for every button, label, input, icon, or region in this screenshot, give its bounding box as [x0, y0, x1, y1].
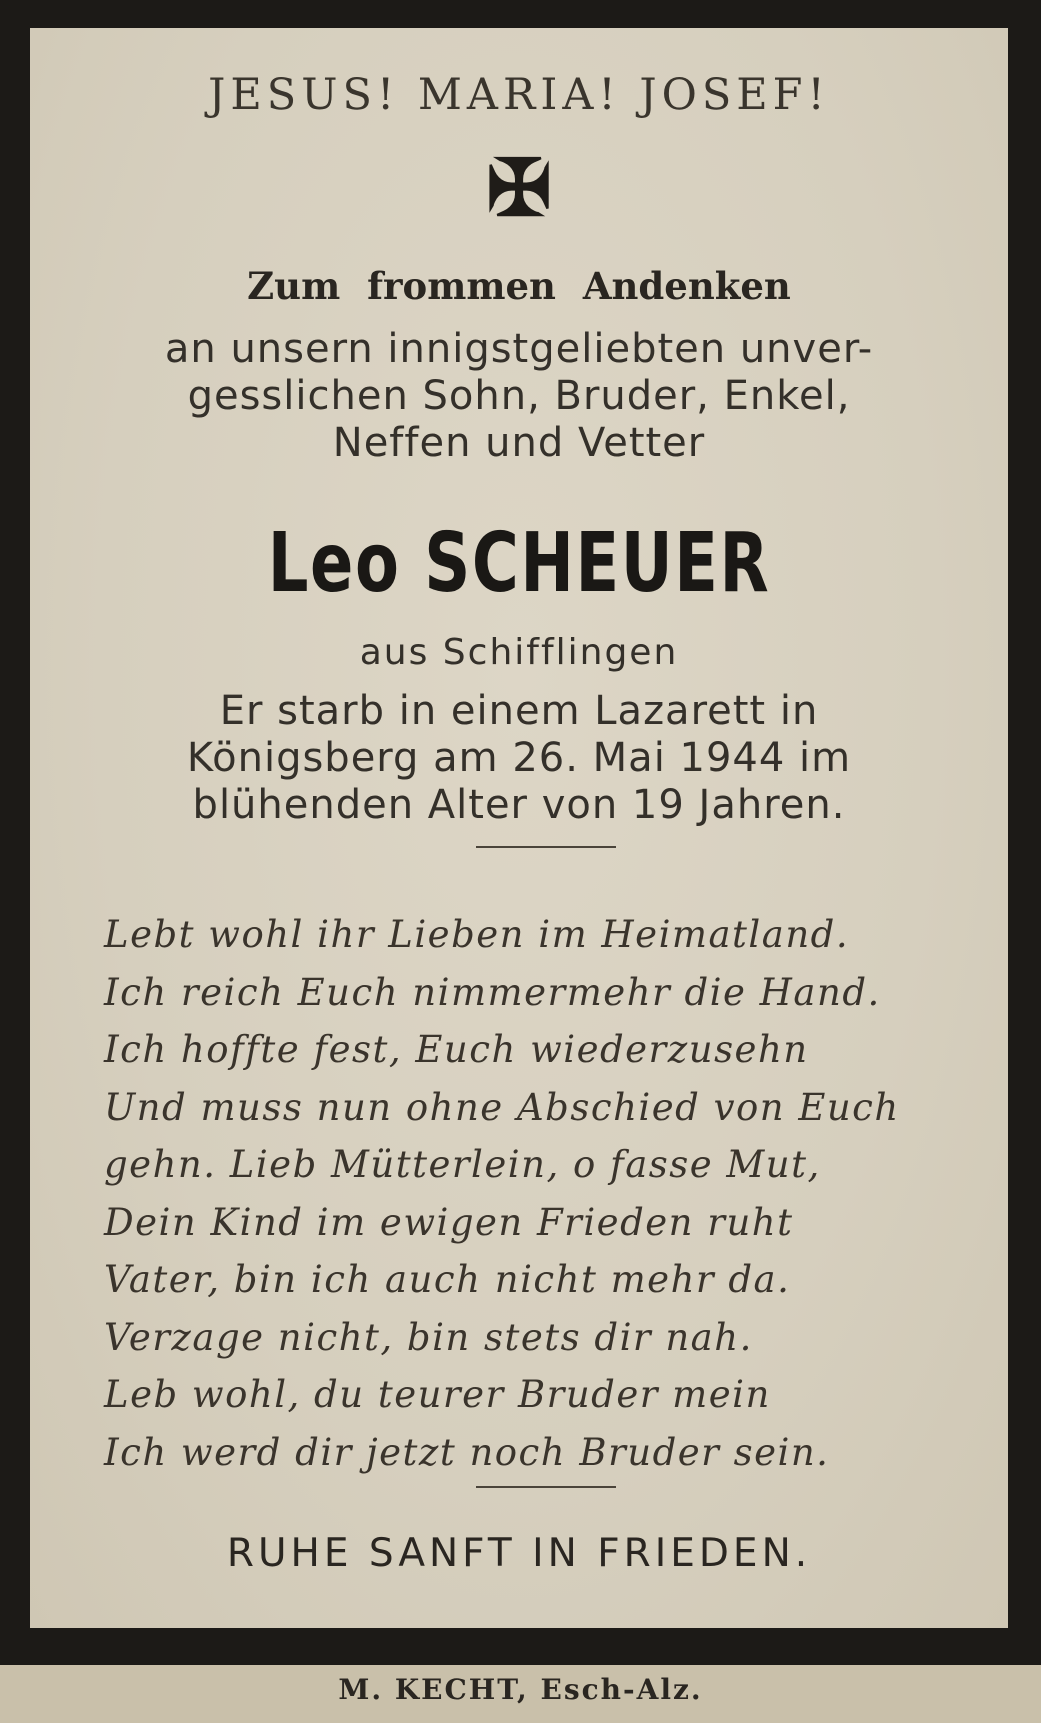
- cross-icon: ✠: [486, 143, 552, 234]
- poem-line: Und muss nun ohne Abschied von Euch: [104, 1085, 900, 1129]
- death-notice: [30, 688, 1008, 829]
- dedication-line: an unsern innigstgeliebten unver-: [164, 326, 874, 372]
- poem-line: Ich werd dir jetzt noch Bruder sein.: [104, 1430, 830, 1474]
- poem-line: Leb wohl, du teurer Bruder mein: [104, 1373, 771, 1416]
- origin-text: aus Schifflingen: [359, 632, 679, 673]
- poem-line: Ich hoffte fest, Euch wiederzusehn: [104, 1028, 809, 1071]
- poem-line: Vater, bin ich auch nicht mehr da.: [104, 1258, 791, 1301]
- death-line: blühenden Alter von 19 Jahren.: [192, 782, 846, 828]
- divider-rule: [476, 1486, 616, 1488]
- dedication-line: gesslichen Sohn, Bruder, Enkel,: [187, 373, 851, 419]
- poem-line: Dein Kind im ewigen Frieden ruht: [104, 1200, 794, 1244]
- printer-imprint: M. KECHT, Esch-Alz.: [0, 1665, 1041, 1723]
- poem-line: Lebt wohl ihr Lieben im Heimatland.: [104, 913, 850, 956]
- divider-rule: [476, 846, 616, 848]
- dedication-line: Neffen und Vetter: [332, 420, 706, 466]
- closing-blessing: RUHE SANFT IN FRIEDEN.: [226, 1531, 812, 1576]
- memorial-card: [30, 28, 1008, 1628]
- deceased-name: Leo SCHEUER: [267, 516, 771, 611]
- poem-line: Verzage nicht, bin stets dir nah.: [104, 1315, 753, 1359]
- death-line: Er starb in einem Lazarett in: [219, 688, 819, 734]
- farewell-poem: [104, 906, 984, 1481]
- death-line: Königsberg am 26. Mai 1944 im: [186, 735, 852, 781]
- poem-line: gehn. Lieb Mütterlein, o fasse Mut,: [104, 1143, 821, 1186]
- poem-line: Ich reich Euch nimmermehr die Hand.: [104, 970, 881, 1014]
- dedication-text: [30, 326, 1008, 467]
- memory-heading: Zum frommen Andenken: [247, 264, 791, 308]
- invocation-heading: JESUS! MARIA! JOSEF!: [208, 70, 830, 120]
